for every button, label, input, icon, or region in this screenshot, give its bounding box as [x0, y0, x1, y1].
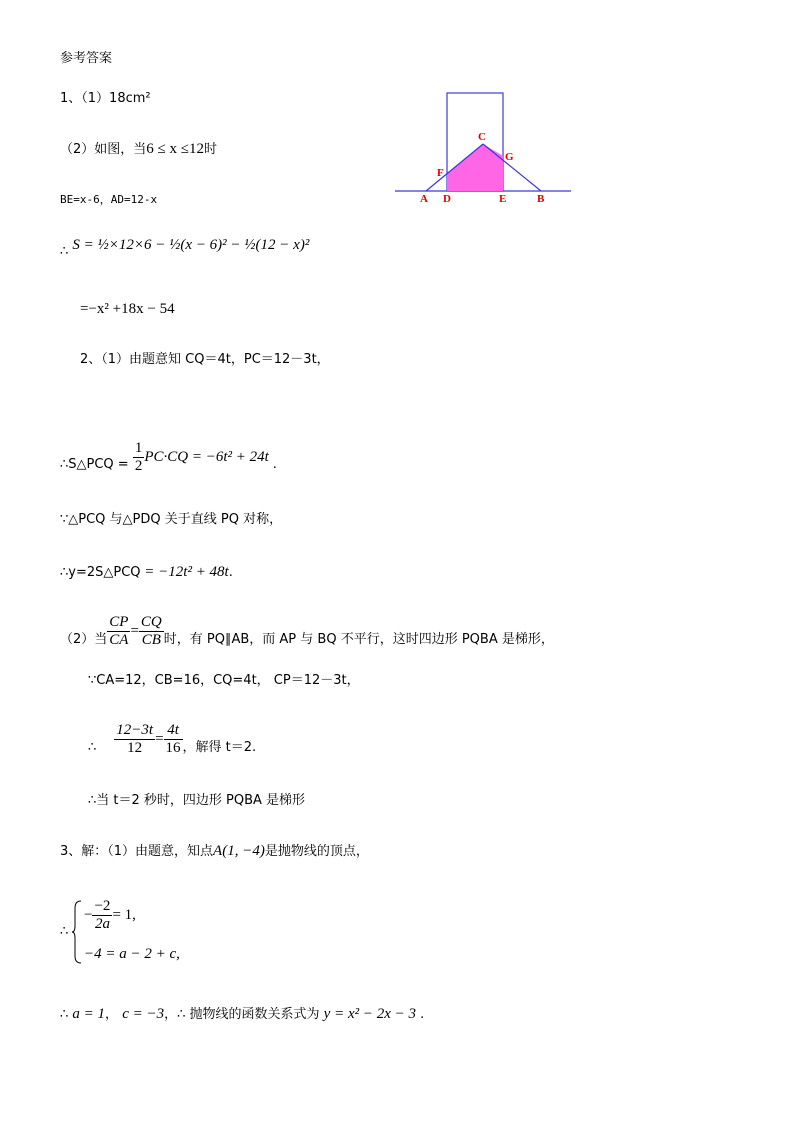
q2-half-fraction: $\frac{1}{2}$: [134, 440, 143, 474]
q3-sys-line2: −4 = a − 2 + c,: [84, 946, 180, 962]
q1-s-result: =−x² +18x − 54: [80, 301, 175, 317]
q3-therefore-1: ∴: [60, 924, 69, 939]
q3-intro-prefix: 3、解：（1）由题意，知点: [60, 844, 214, 859]
q2-y-line: [60, 564, 233, 581]
q1-part2-suffix: 时: [204, 142, 218, 157]
q3-point: A(1, −4): [213, 843, 265, 859]
label-c: C: [478, 131, 486, 143]
q2-frac-left: $\frac{12-3t}{12}$: [116, 722, 154, 756]
q2-y-prefix: ∴y=2S△PCQ: [60, 565, 141, 580]
q1-be-ad: BE=x-6，AD=12-x: [60, 193, 158, 206]
q2-conclusion: ∴当 t＝2 秒时，四边形 PQBA 是梯形: [88, 793, 306, 808]
q3-result-line: ∴ a = 1， c = −3，∴ 抛物线的函数关系式为 y = x² − 2x − 3 .: [60, 1006, 425, 1022]
q2-part1: 2、（1）由题意知 CQ＝4t，PC＝12－3t，: [80, 352, 330, 367]
q3-result-a: a = 1: [72, 1006, 106, 1022]
q2-frac-cq-cb: $\frac{CQ}{CB}$: [140, 614, 162, 648]
label-d: D: [443, 193, 451, 205]
q2-frac-right: $\frac{4t}{16}$: [165, 722, 181, 756]
label-b: B: [537, 193, 545, 205]
q3-intro-line: [60, 843, 369, 860]
page-title: 参考答案: [60, 51, 113, 66]
q1-part2-prefix: （2）如图，当: [60, 142, 147, 157]
q1-s-line: [60, 237, 310, 259]
q1-part1: 1、（1）18cm²: [60, 91, 151, 106]
q2-frac-cp-ca: $\frac{CP}{CA}$: [109, 614, 129, 648]
q2-y-suffix: .: [228, 565, 233, 580]
q3-result-c: c = −3: [122, 1006, 165, 1022]
q3-therefore-2: ∴: [60, 1007, 69, 1022]
label-f: F: [437, 167, 444, 179]
q2-part2-line: （2）当 $\frac{CP}{CA}$ = $\frac{CQ}{CB}$ 时，有 PQ∥AB，而 AP 与 BQ 不平行，这时四边形 PQBA 是梯形，: [60, 614, 554, 648]
q2-s-formula: PC·CQ = −6t² + 24t: [144, 449, 269, 465]
q2-part2-prefix: （2）当: [60, 632, 108, 647]
q3-result-eq: y = x² − 2x − 3: [323, 1006, 417, 1022]
q2-y-formula: = −12t² + 48t: [140, 564, 229, 580]
q3-result-end: .: [420, 1007, 425, 1022]
label-e: E: [499, 193, 507, 205]
q3-frac: $\frac{-2}{2a}$: [94, 898, 111, 932]
trapezoid-figure: [395, 88, 575, 208]
q2-s-prefix: ∴S△PCQ =: [60, 457, 133, 472]
q2-solve-line: ∴ $\frac{12-3t}{12}$ = $\frac{4t}{16}$ ，解得 t＝2.: [88, 722, 257, 756]
q2-given: ∵CA=12，CB=16，CQ=4t， CP＝12－3t，: [88, 673, 360, 688]
system-brace: [72, 900, 82, 964]
q3-sys-line1: − $\frac{-2}{2a}$ = 1,: [84, 898, 136, 932]
q2-s-line: [60, 440, 277, 475]
q3-intro-suffix: 是抛物线的顶点，: [264, 844, 369, 859]
label-a: A: [420, 193, 428, 205]
q2-part2-suffix: 时，有 PQ∥AB，而 AP 与 BQ 不平行，这时四边形 PQBA 是梯形，: [163, 632, 554, 647]
q2-symmetry: ∵△PCQ 与△PDQ 关于直线 PQ 对称，: [60, 512, 283, 527]
q3-system: [60, 898, 260, 968]
q3-result-text: ∴ 抛物线的函数关系式为: [177, 1007, 320, 1022]
q2-s-suffix: .: [272, 457, 277, 472]
q1-part2-cond: 6 ≤ x ≤12: [146, 141, 204, 157]
therefore-symbol: ∴: [60, 244, 69, 259]
q1-part2-line: [60, 141, 217, 158]
q2-solve: ，解得 t＝2.: [182, 740, 257, 755]
label-g: G: [505, 151, 514, 163]
q1-s-formula: S = ½×12×6 − ½(x − 6)² − ½(12 − x)²: [72, 237, 310, 253]
q2-therefore: ∴: [88, 740, 97, 755]
